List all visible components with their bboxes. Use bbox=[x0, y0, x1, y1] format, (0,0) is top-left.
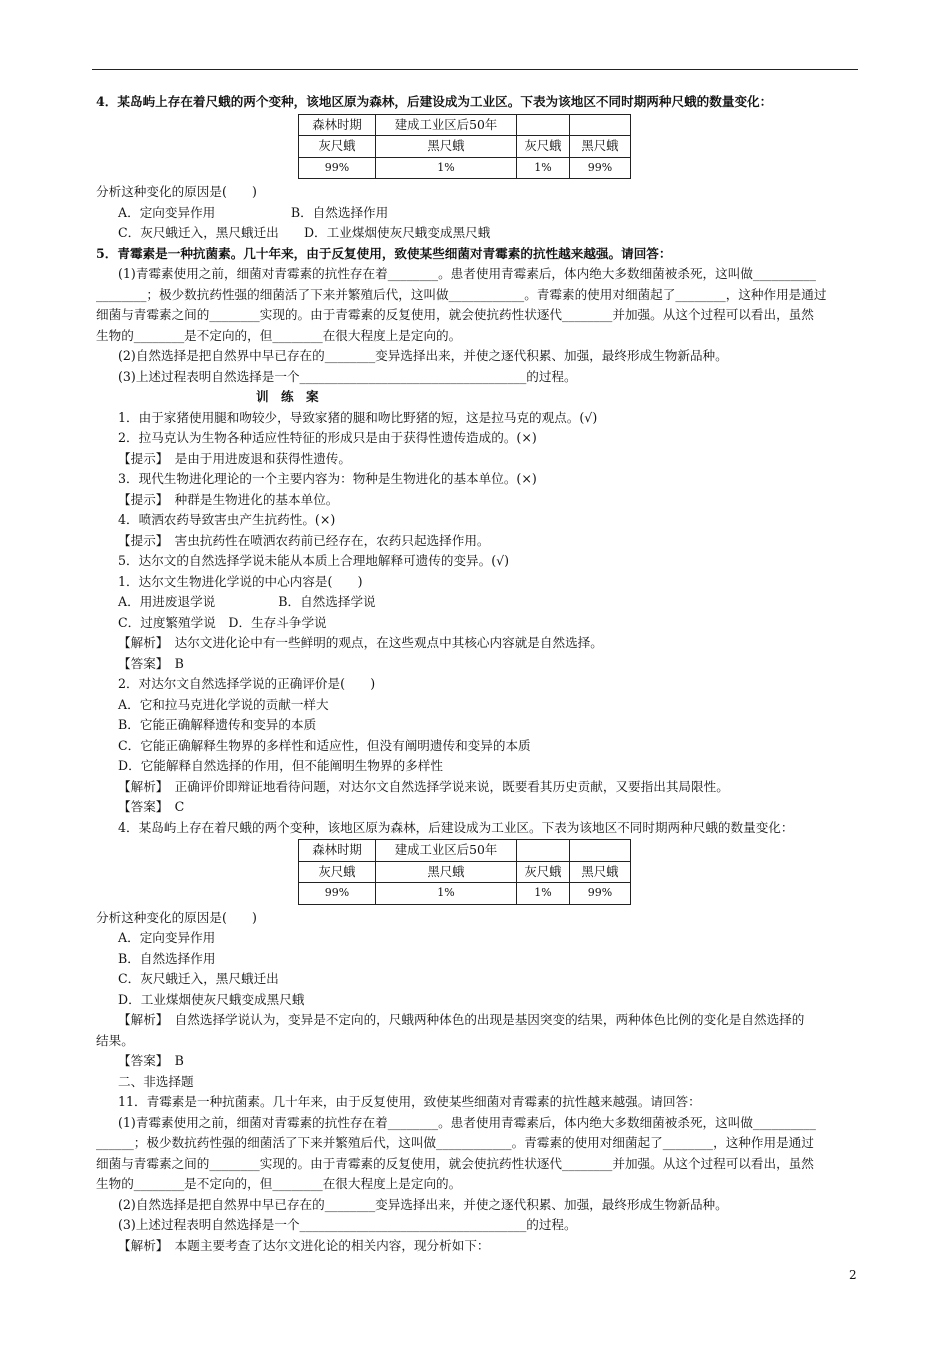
table-cell bbox=[517, 840, 570, 862]
question-4: 4．某岛屿上存在着尺蛾的两个变种，该地区原为森林，后建设成为工业区。下表为该地区不同时期两种尺蛾的数量变化： bbox=[96, 94, 773, 109]
table-cell: 灰尺蛾 bbox=[517, 136, 570, 158]
answer-line: 【答案】 C bbox=[118, 799, 185, 814]
table-cell: 森林时期 bbox=[299, 840, 376, 862]
table-cell: 1% bbox=[376, 883, 517, 905]
header-rule bbox=[92, 69, 858, 70]
text-line: 4．某岛屿上存在着尺蛾的两个变种，该地区原为森林，后建设成为工业区。下表为该地区不同时期两种尺蛾的数量变化： bbox=[118, 819, 794, 835]
table-cell: 黑尺蛾 bbox=[570, 136, 631, 158]
moth-table-2 bbox=[298, 839, 631, 905]
table-cell: 1% bbox=[376, 157, 517, 179]
question-line: (3)上述过程表明自然选择是一个____________________________________的过程。 bbox=[118, 368, 577, 384]
text-line: 3．现代生物进化理论的一个主要内容为：物种是生物进化的基本单位。(×) bbox=[118, 471, 537, 486]
text-line: 4．喷洒农药导致害虫产生抗药性。(×) bbox=[118, 512, 336, 527]
option-line: A．定向变异作用 bbox=[118, 930, 216, 945]
text-line: 2．拉马克认为生物各种适应性特征的形成只是由于获得性遗传造成的。(×) bbox=[118, 430, 537, 445]
question-line: ______；极少数抗药性强的细菌活了下来并繁殖后代，这叫做____________。青霉素的使用对细菌起了________，这种作用是通过 bbox=[96, 1135, 814, 1150]
question-line: (2)自然选择是把自然界中早已存在的________变异选择出来，并使之逐代积累、加强，最终形成生物新品种。 bbox=[118, 348, 728, 363]
hint-line: 【提示】 害虫抗药性在喷洒农药前已经存在，农药只起选择作用。 bbox=[118, 532, 490, 548]
analysis-line: 【解析】 自然选择学说认为，变异是不定向的，尺蛾两种体色的出现是基因突变的结果，两种体色比例的变化是自然选择的 bbox=[118, 1012, 805, 1027]
table-cell: 黑尺蛾 bbox=[376, 136, 517, 158]
question-line: 分析这种变化的原因是( ) bbox=[96, 184, 257, 199]
analysis-line: 【解析】 达尔文进化论中有一些鲜明的观点，在这些观点中其核心内容就是自然选择。 bbox=[118, 635, 603, 650]
question-line: 细菌与青霉素之间的________实现的。由于青霉素的反复使用，就会使抗药性状逐代________并加强。从这个过程可以看出，虽然 bbox=[96, 1155, 814, 1171]
table-cell bbox=[517, 114, 570, 136]
analysis-line: 【解析】 本题主要考查了达尔文进化论的相关内容，现分析如下： bbox=[118, 1237, 490, 1253]
option-line: B．自然选择作用 bbox=[118, 950, 216, 966]
option-line: A．定向变异作用 B．自然选择作用 bbox=[118, 204, 389, 220]
table-cell bbox=[570, 114, 631, 136]
question-line: (1)青霉素使用之前，细菌对青霉素的抗性存在着________。患者使用青霉素后，体内绝大多数细菌被杀死，这叫做__________ bbox=[118, 1114, 816, 1130]
option-line: B．它能正确解释遗传和变异的本质 bbox=[118, 717, 317, 732]
table-cell: 99% bbox=[299, 157, 376, 179]
table-cell: 1% bbox=[517, 883, 570, 905]
hint-line: 【提示】 是由于用进废退和获得性遗传。 bbox=[118, 450, 351, 466]
table-cell: 灰尺蛾 bbox=[299, 861, 376, 883]
option-line: C．灰尺蛾迁入，黑尺蛾迁出 D．工业煤烟使灰尺蛾变成黑尺蛾 bbox=[118, 225, 491, 240]
question-line: (1)青霉素使用之前，细菌对青霉素的抗性存在着________。患者使用青霉素后，体内绝大多数细菌被杀死，这叫做__________ bbox=[118, 266, 816, 281]
hint-line: 【提示】 种群是生物进化的基本单位。 bbox=[118, 491, 339, 507]
table-cell: 99% bbox=[570, 883, 631, 905]
text-line: 2．对达尔文自然选择学说的正确评价是( ) bbox=[118, 676, 376, 691]
answer-line: 【答案】 B bbox=[118, 655, 184, 671]
question-line: 生物的________是不定向的，但________在很大程度上是定向的。 bbox=[96, 327, 462, 343]
table-cell: 1% bbox=[517, 157, 570, 179]
table-cell: 99% bbox=[299, 883, 376, 905]
text-line: 5．达尔文的自然选择学说未能从本质上合理地解释可遗传的变异。(√) bbox=[118, 553, 510, 568]
question-line: 分析这种变化的原因是( ) bbox=[96, 909, 257, 925]
option-line: C．过度繁殖学说 D．生存斗争学说 bbox=[118, 614, 327, 630]
question-line: 生物的________是不定向的，但________在很大程度上是定向的。 bbox=[96, 1176, 462, 1191]
section-title: 训 练 案 bbox=[256, 389, 323, 404]
table-cell: 灰尺蛾 bbox=[299, 136, 376, 158]
section-heading: 二、非选择题 bbox=[118, 1073, 194, 1089]
table-cell bbox=[570, 840, 631, 862]
table-cell: 建成工业区后50年 bbox=[376, 114, 517, 136]
table-cell: 99% bbox=[570, 157, 631, 179]
table-cell: 黑尺蛾 bbox=[376, 861, 517, 883]
question-11: 11．青霉素是一种抗菌素。几十年来，由于反复使用，致使某些细菌对青霉素的抗性越来越强。请回答： bbox=[118, 1094, 701, 1109]
analysis-line: 【解析】 正确评价即辩证地看待问题，对达尔文自然选择学说来说，既要看其历史贡献，又要指出其局限性。 bbox=[118, 778, 729, 794]
question-line: (3)上述过程表明自然选择是一个____________________________________的过程。 bbox=[118, 1217, 577, 1232]
table-cell: 森林时期 bbox=[299, 114, 376, 136]
page-number: 2 bbox=[849, 1268, 857, 1282]
option-line: C．它能正确解释生物界的多样性和适应性，但没有阐明遗传和变异的本质 bbox=[118, 737, 531, 753]
option-line: C．灰尺蛾迁入，黑尺蛾迁出 bbox=[118, 971, 279, 986]
question-5: 5．青霉素是一种抗菌素。几十年来，由于反复使用，致使某些细菌对青霉素的抗性越来越强。请回答： bbox=[96, 245, 672, 261]
option-line: A．用进废退学说 B．自然选择学说 bbox=[118, 594, 376, 609]
text-line: 1．由于家猪使用腿和吻较少，导致家猪的腿和吻比野猪的短，这是拉马克的观点。(√) bbox=[118, 409, 598, 425]
analysis-line: 结果。 bbox=[96, 1032, 134, 1048]
question-line: 细菌与青霉素之间的________实现的。由于青霉素的反复使用，就会使抗药性状逐代________并加强。从这个过程可以看出，虽然 bbox=[96, 307, 814, 322]
moth-table-1 bbox=[298, 114, 631, 180]
option-line: D．它能解释自然选择的作用，但不能阐明生物界的多样性 bbox=[118, 758, 443, 773]
table-cell: 建成工业区后50年 bbox=[376, 840, 517, 862]
table-cell: 灰尺蛾 bbox=[517, 861, 570, 883]
answer-line: 【答案】 B bbox=[118, 1053, 184, 1068]
question-line: (2)自然选择是把自然界中早已存在的________变异选择出来，并使之逐代积累、加强，最终形成生物新品种。 bbox=[118, 1196, 728, 1212]
table-cell: 黑尺蛾 bbox=[570, 861, 631, 883]
option-line: D．工业煤烟使灰尺蛾变成黑尺蛾 bbox=[118, 991, 305, 1007]
page-body bbox=[96, 92, 858, 1256]
question-line: ________；极少数抗药性强的细菌活了下来并繁殖后代，这叫做____________。青霉素的使用对细菌起了________，这种作用是通过 bbox=[96, 286, 827, 302]
option-line: A．它和拉马克进化学说的贡献一样大 bbox=[118, 696, 329, 712]
text-line: 1．达尔文生物进化学说的中心内容是( ) bbox=[118, 573, 363, 589]
